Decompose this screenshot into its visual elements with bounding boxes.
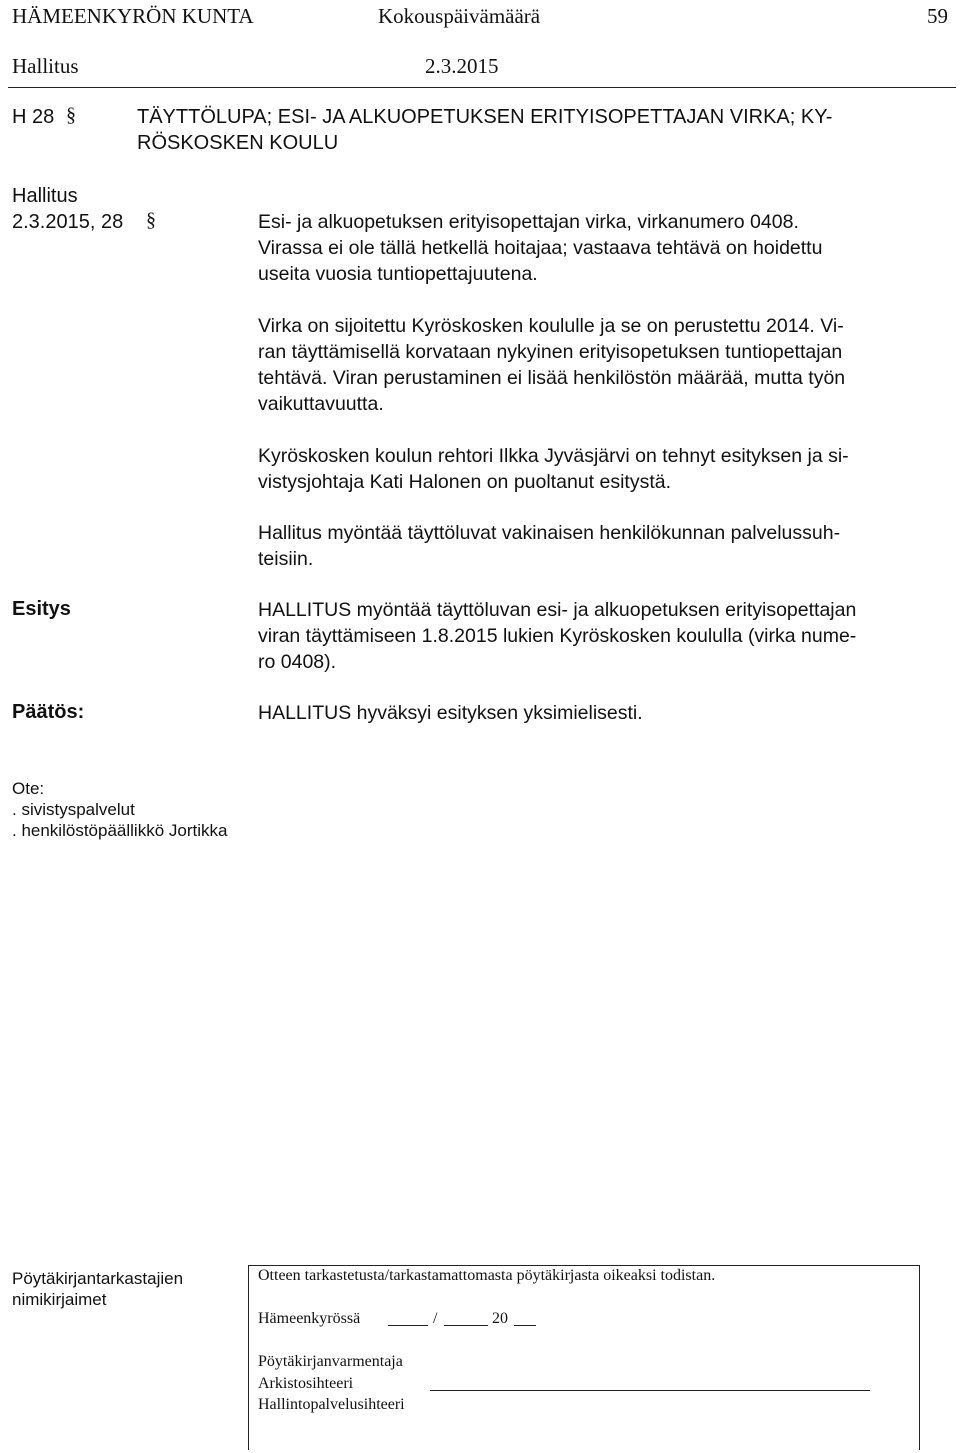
signature-line: [430, 1376, 870, 1391]
paragraph-line: Virka on sijoitettu Kyröskosken koululle ja se on perustettu 2014. Vi-: [258, 315, 844, 337]
paragraph-line: ran täyttämisellä korvataan nykyinen erityisopetuksen tuntiopettajan: [258, 341, 843, 363]
paragraph-line: vistysjohtaja Kati Halonen on puoltanut esitystä.: [258, 471, 671, 493]
proposal-line: viran täyttämiseen 1.8.2015 lukien Kyröskosken koululla (virka nume-: [258, 625, 857, 647]
decision-label: Päätös:: [12, 701, 85, 723]
section-symbol: §: [66, 104, 76, 126]
proposal-line: HALLITUS myöntää täyttöluvan esi- ja alkuopetuksen erityisopettajan: [258, 599, 857, 621]
footer-initials-label-2: nimikirjaimet: [12, 1290, 107, 1309]
municipality-name: HÄMEENKYRÖN KUNTA: [12, 4, 254, 28]
month-blank: [444, 1311, 488, 1326]
header-body: Hallitus: [12, 54, 79, 78]
paragraph-line: tehtävä. Viran perustaminen ei lisää henkilöstön määrää, mutta työn: [258, 367, 846, 389]
role-archive-secretary: Arkistosihteeri: [258, 1375, 354, 1392]
place-label: Hämeenkyrössä: [258, 1310, 361, 1327]
paragraph-1: [258, 209, 948, 287]
section-title-line1: TÄYTTÖLUPA; ESI- JA ALKUOPETUKSEN ERITYISOPETTAJAN VIRKA; KY-: [137, 106, 833, 128]
section-code: H 28: [12, 106, 55, 128]
role-admin-secretary: Hallintopalvelusihteeri: [258, 1396, 405, 1413]
meeting-ref: 2.3.2015, 28: [12, 211, 124, 233]
ote-item: . sivistyspalvelut: [12, 800, 135, 819]
paragraph-line: Hallitus myöntää täyttöluvat vakinaisen henkilökunnan palvelussuh-: [258, 522, 841, 544]
meeting-body: Hallitus: [12, 185, 78, 207]
proposal-label: Esitys: [12, 598, 71, 620]
paragraph-4: [258, 520, 948, 572]
decision-line: HALLITUS hyväksyi esityksen yksimielisesti.: [258, 702, 643, 724]
date-slash: /: [433, 1310, 438, 1327]
role-verifier: Pöytäkirjanvarmentaja: [258, 1353, 403, 1370]
meeting-symbol: §: [146, 209, 156, 231]
proposal-line: ro 0408).: [258, 651, 337, 673]
day-blank: [388, 1311, 428, 1326]
paragraph-line: useita vuosia tuntiopettajuutena.: [258, 263, 538, 285]
paragraph-line: Kyröskosken koulun rehtori Ilkka Jyväsjärvi on tehnyt esityksen ja si-: [258, 445, 849, 467]
paragraph-line: teisiin.: [258, 548, 314, 570]
decision-text: [258, 700, 948, 726]
ote-item: . henkilöstöpäällikkö Jortikka: [12, 821, 228, 840]
paragraph-line: Esi- ja alkuopetuksen erityisopettajan virka, virkanumero 0408.: [258, 211, 799, 233]
section-title-line2: RÖSKOSKEN KOULU: [137, 132, 339, 154]
header-rule: [8, 87, 956, 88]
year-prefix: 20: [492, 1310, 508, 1327]
certification-text: Otteen tarkastetusta/tarkastamattomasta pöytäkirjasta oikeaksi todistan.: [258, 1267, 716, 1284]
year-blank: [514, 1311, 536, 1326]
ote-label: Ote:: [12, 779, 45, 798]
page-number: 59: [927, 4, 948, 28]
header-date: 2.3.2015: [425, 54, 499, 78]
paragraph-line: Virassa ei ole tällä hetkellä hoitajaa; vastaava tehtävä on hoidettu: [258, 237, 823, 259]
paragraph-2: [258, 313, 948, 417]
paragraph-3: [258, 443, 948, 495]
document-type: Kokouspäivämäärä: [378, 4, 541, 28]
proposal-text: [258, 597, 948, 675]
footer-initials-label-1: Pöytäkirjantarkastajien: [12, 1269, 184, 1288]
paragraph-line: vaikuttavuutta.: [258, 393, 384, 415]
